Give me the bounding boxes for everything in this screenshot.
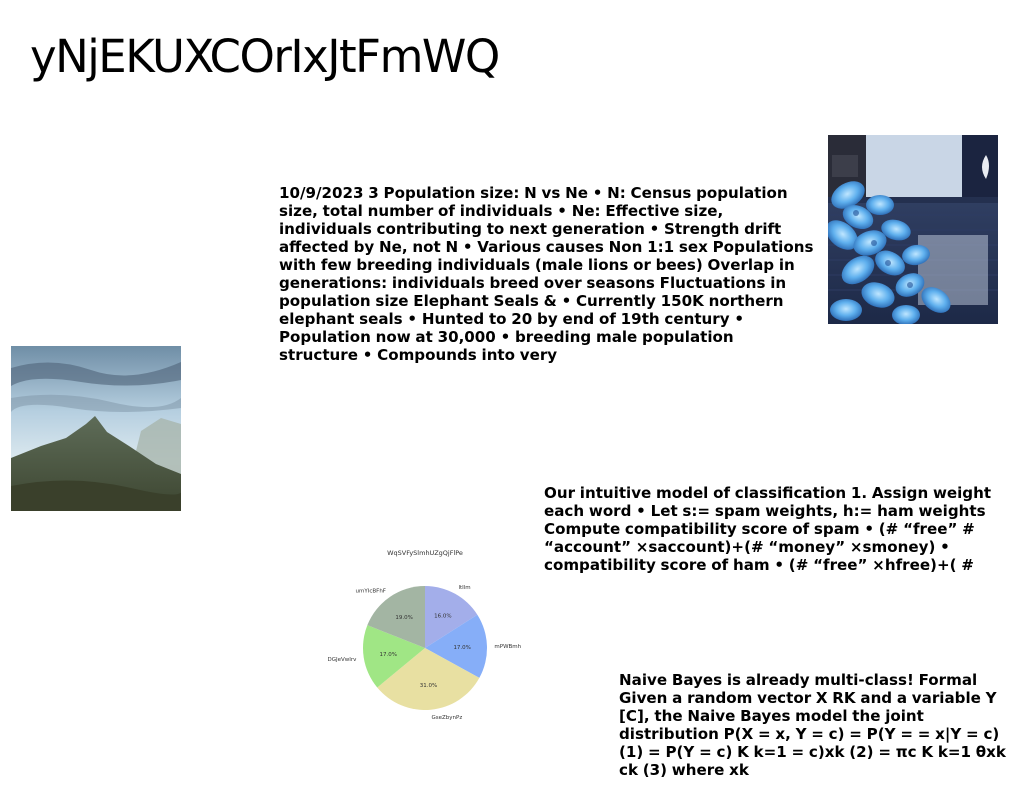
pie-slice-label: GseZbynPz	[431, 715, 463, 722]
pie-value-label: 17.0%	[453, 644, 471, 651]
pie-value-label: 31.0%	[419, 683, 438, 690]
mountain-landscape-photo	[11, 346, 181, 511]
blue-flowers-photo	[828, 135, 998, 324]
chart-title: WqSVFySlmhUZgQjFlPe	[387, 549, 463, 557]
population-paragraph: 10/9/2023 3 Population size: N vs Ne • N: Census population size, total number of individuals • Ne: Effective size, individuals contributing to next generation • Strength drift affected by Ne, not N • Various causes Non 1:1 sex Populations with few breeding individuals (male lions or bees) Overlap in generations: individuals breed over seasons Fluctuations in population size Elephant Seals & • Currently 150K northern elephant seals • Hunted to 20 by end of 19th century • Population now at 30,000 • breeding male population structure • Compounds into very	[279, 184, 814, 364]
pie-slice-label: mPWBmh	[494, 643, 522, 650]
pie-value-label: 17.0%	[379, 651, 398, 658]
page-title: yNjEKUXCOrIxJtFmWQ	[30, 30, 499, 83]
pie-value-label: 16.0%	[434, 613, 452, 620]
pie-slice-label: umYIcBFhF	[355, 588, 386, 595]
pie-value-label: 19.0%	[395, 615, 413, 622]
classification-paragraph: Our intuitive model of classification 1. Assign weight each word • Let s:= spam weights, h:= ham weights Compute compatibility score of spam • (# “free” # “account” ×saccount)+(# “money” ×smoney) • compatibility score of ham • (# “free” ×hfree)+( #	[544, 484, 992, 574]
pie-chart	[318, 541, 528, 741]
naive-bayes-paragraph: Naive Bayes is already multi-class! Formal Given a random vector X RK and a variable Y [C], the Naive Bayes model the joint distribution P(X = x, Y = c) = P(Y = = x|Y = c) (1) = P(Y = c) K k=1 = c)xk (2) = πc K k=1 θxk ck (3) where xk	[619, 671, 1006, 779]
pie-slice-label: ltIlm	[458, 585, 471, 592]
pie-slice-label: DGJeVwIrv	[327, 656, 357, 663]
